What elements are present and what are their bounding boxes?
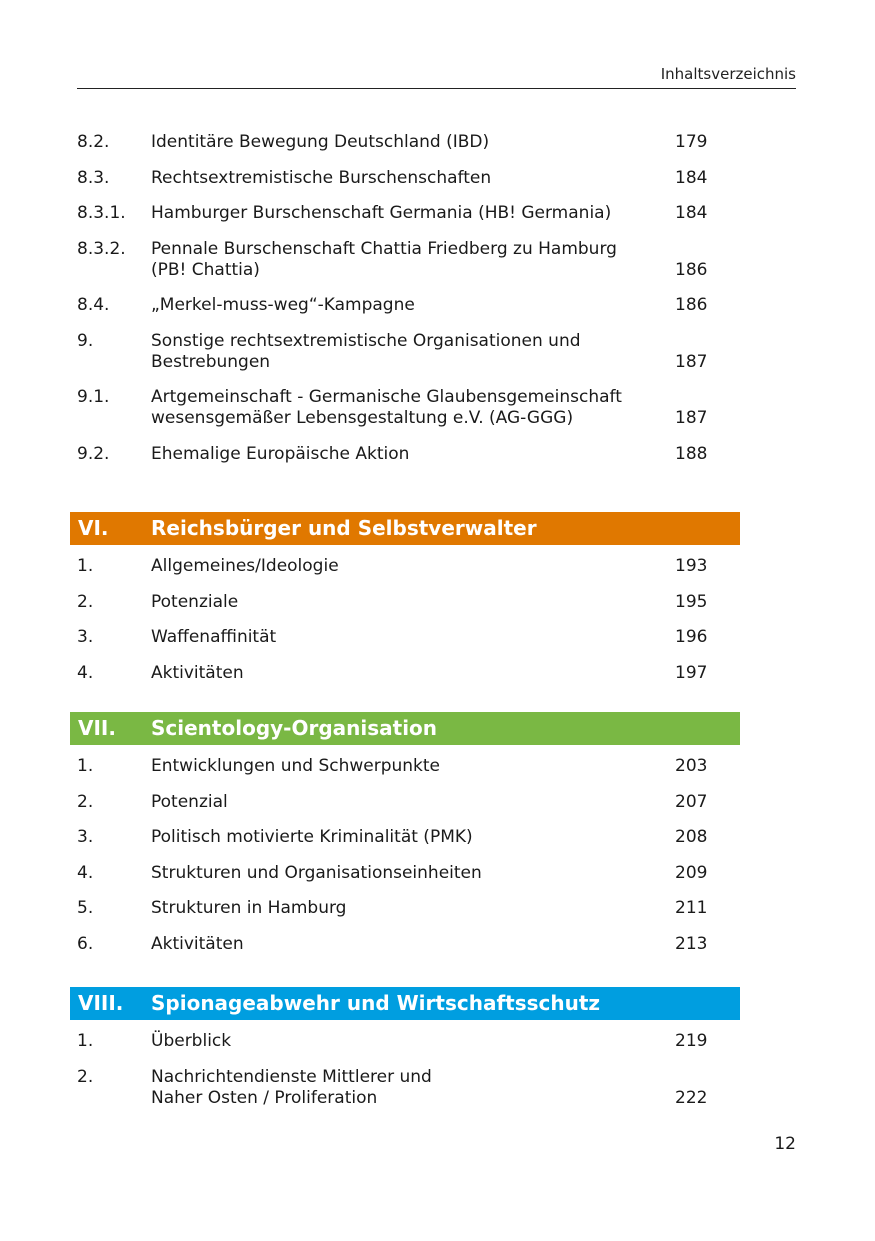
toc-entry[interactable] bbox=[0, 387, 875, 444]
header-title: Inhaltsverzeichnis bbox=[660, 65, 796, 83]
toc-section-vi bbox=[0, 556, 875, 698]
entry-title: „Merkel-muss-weg“-Kampagne bbox=[151, 295, 415, 315]
entry-title bbox=[151, 331, 661, 373]
toc-entry[interactable] bbox=[0, 863, 875, 899]
chapter-header-vii[interactable] bbox=[70, 712, 740, 745]
entry-title-line: Pennale Burschenschaft Chattia Friedberg zu Hamburg bbox=[151, 238, 617, 259]
toc-entry[interactable] bbox=[0, 1067, 875, 1124]
toc-entry[interactable] bbox=[0, 203, 875, 239]
entry-number: 3. bbox=[77, 627, 94, 647]
entry-title-line: Nachrichtendienste Mittlerer und bbox=[151, 1066, 432, 1087]
entry-title bbox=[151, 1067, 661, 1109]
entry-number: 3. bbox=[77, 827, 94, 847]
entry-page: 186 bbox=[675, 259, 708, 280]
page-header bbox=[77, 62, 796, 89]
entry-page: 222 bbox=[675, 1087, 708, 1108]
toc-entry[interactable] bbox=[0, 934, 875, 970]
entry-page: 219 bbox=[675, 1031, 708, 1051]
entry-page: 187 bbox=[675, 408, 708, 428]
chapter-header-vi[interactable] bbox=[70, 512, 740, 545]
entry-title-line: Artgemeinschaft - Germanische Glaubensgemeinschaft bbox=[151, 387, 622, 407]
chapter-number: VII. bbox=[78, 716, 116, 740]
toc-entry[interactable] bbox=[0, 1031, 875, 1067]
entry-number: 5. bbox=[77, 898, 94, 918]
chapter-number: VIII. bbox=[78, 991, 124, 1015]
entry-number: 1. bbox=[77, 556, 94, 576]
toc-entry[interactable] bbox=[0, 756, 875, 792]
entry-title: Aktivitäten bbox=[151, 933, 244, 954]
toc-section-continued bbox=[0, 132, 875, 479]
entry-title: Potenzial bbox=[151, 791, 228, 812]
entry-number: 2. bbox=[77, 791, 94, 812]
toc-entry[interactable] bbox=[0, 792, 875, 828]
entry-title-line: Bestrebungen bbox=[151, 351, 271, 372]
toc-entry[interactable] bbox=[0, 663, 875, 699]
entry-title: Identitäre Bewegung Deutschland (IBD) bbox=[151, 132, 490, 152]
entry-page: 193 bbox=[675, 556, 708, 576]
entry-page: 207 bbox=[675, 791, 708, 812]
entry-number: 8.2. bbox=[77, 132, 110, 152]
entry-number: 1. bbox=[77, 1031, 94, 1051]
entry-number: 8.3.2. bbox=[77, 238, 126, 259]
entry-page: 184 bbox=[675, 167, 708, 188]
entry-number: 6. bbox=[77, 933, 94, 954]
entry-page: 211 bbox=[675, 898, 708, 918]
entry-title-line: wesensgemäßer Lebensgestaltung e.V. (AG-GGG) bbox=[151, 408, 574, 428]
entry-title bbox=[151, 239, 661, 281]
entry-number: 9. bbox=[77, 330, 94, 351]
entry-page: 187 bbox=[675, 351, 708, 372]
toc-entry[interactable] bbox=[0, 827, 875, 863]
page-number: 12 bbox=[774, 1134, 796, 1154]
toc-entry[interactable] bbox=[0, 592, 875, 628]
entry-title-line: Naher Osten / Proliferation bbox=[151, 1087, 378, 1108]
toc-entry[interactable] bbox=[0, 556, 875, 592]
entry-title-line: (PB! Chattia) bbox=[151, 259, 260, 280]
entry-number: 9.1. bbox=[77, 387, 110, 407]
toc-entry[interactable] bbox=[0, 132, 875, 168]
entry-page: 195 bbox=[675, 591, 708, 612]
toc-entry[interactable] bbox=[0, 444, 875, 480]
toc-entry[interactable] bbox=[0, 168, 875, 204]
toc-section-viii bbox=[0, 1031, 875, 1123]
entry-number: 2. bbox=[77, 591, 94, 612]
entry-title: Entwicklungen und Schwerpunkte bbox=[151, 756, 441, 776]
entry-page: 186 bbox=[675, 295, 708, 315]
entry-title: Strukturen in Hamburg bbox=[151, 898, 347, 918]
entry-title: Rechtsextremistische Burschenschaften bbox=[151, 167, 492, 188]
entry-page: 208 bbox=[675, 827, 708, 847]
entry-number: 8.3. bbox=[77, 167, 110, 188]
entry-page: 179 bbox=[675, 132, 708, 152]
entry-page: 209 bbox=[675, 862, 708, 883]
entry-title: Hamburger Burschenschaft Germania (HB! Germania) bbox=[151, 203, 612, 223]
entry-number: 2. bbox=[77, 1066, 94, 1087]
entry-number: 8.3.1. bbox=[77, 203, 126, 223]
entry-title bbox=[151, 387, 661, 429]
toc-entry[interactable] bbox=[0, 898, 875, 934]
toc-section-vii bbox=[0, 756, 875, 969]
chapter-title: Reichsbürger und Selbstverwalter bbox=[151, 516, 537, 540]
entry-page: 197 bbox=[675, 662, 708, 683]
chapter-number: VI. bbox=[78, 516, 109, 540]
entry-number: 1. bbox=[77, 756, 94, 776]
entry-page: 203 bbox=[675, 756, 708, 776]
entry-page: 188 bbox=[675, 443, 708, 464]
entry-number: 4. bbox=[77, 862, 94, 883]
entry-number: 9.2. bbox=[77, 443, 110, 464]
entry-title-line: Sonstige rechtsextremistische Organisationen und bbox=[151, 330, 581, 351]
entry-title: Waffenaffinität bbox=[151, 627, 277, 647]
toc-entry[interactable] bbox=[0, 627, 875, 663]
entry-number: 4. bbox=[77, 662, 94, 683]
chapter-title: Spionageabwehr und Wirtschaftsschutz bbox=[151, 991, 601, 1015]
toc-entry[interactable] bbox=[0, 239, 875, 296]
entry-title: Strukturen und Organisationseinheiten bbox=[151, 862, 482, 883]
entry-title: Überblick bbox=[151, 1031, 232, 1051]
entry-number: 8.4. bbox=[77, 295, 110, 315]
entry-title: Ehemalige Europäische Aktion bbox=[151, 443, 410, 464]
toc-entry[interactable] bbox=[0, 331, 875, 388]
chapter-title: Scientology-Organisation bbox=[151, 716, 438, 740]
entry-title: Allgemeines/Ideologie bbox=[151, 556, 339, 576]
entry-title: Aktivitäten bbox=[151, 662, 244, 683]
entry-title: Potenziale bbox=[151, 591, 239, 612]
entry-page: 213 bbox=[675, 933, 708, 954]
entry-page: 196 bbox=[675, 627, 708, 647]
chapter-header-viii[interactable] bbox=[70, 987, 740, 1020]
toc-entry[interactable] bbox=[0, 295, 875, 331]
entry-title: Politisch motivierte Kriminalität (PMK) bbox=[151, 827, 473, 847]
entry-page: 184 bbox=[675, 203, 708, 223]
